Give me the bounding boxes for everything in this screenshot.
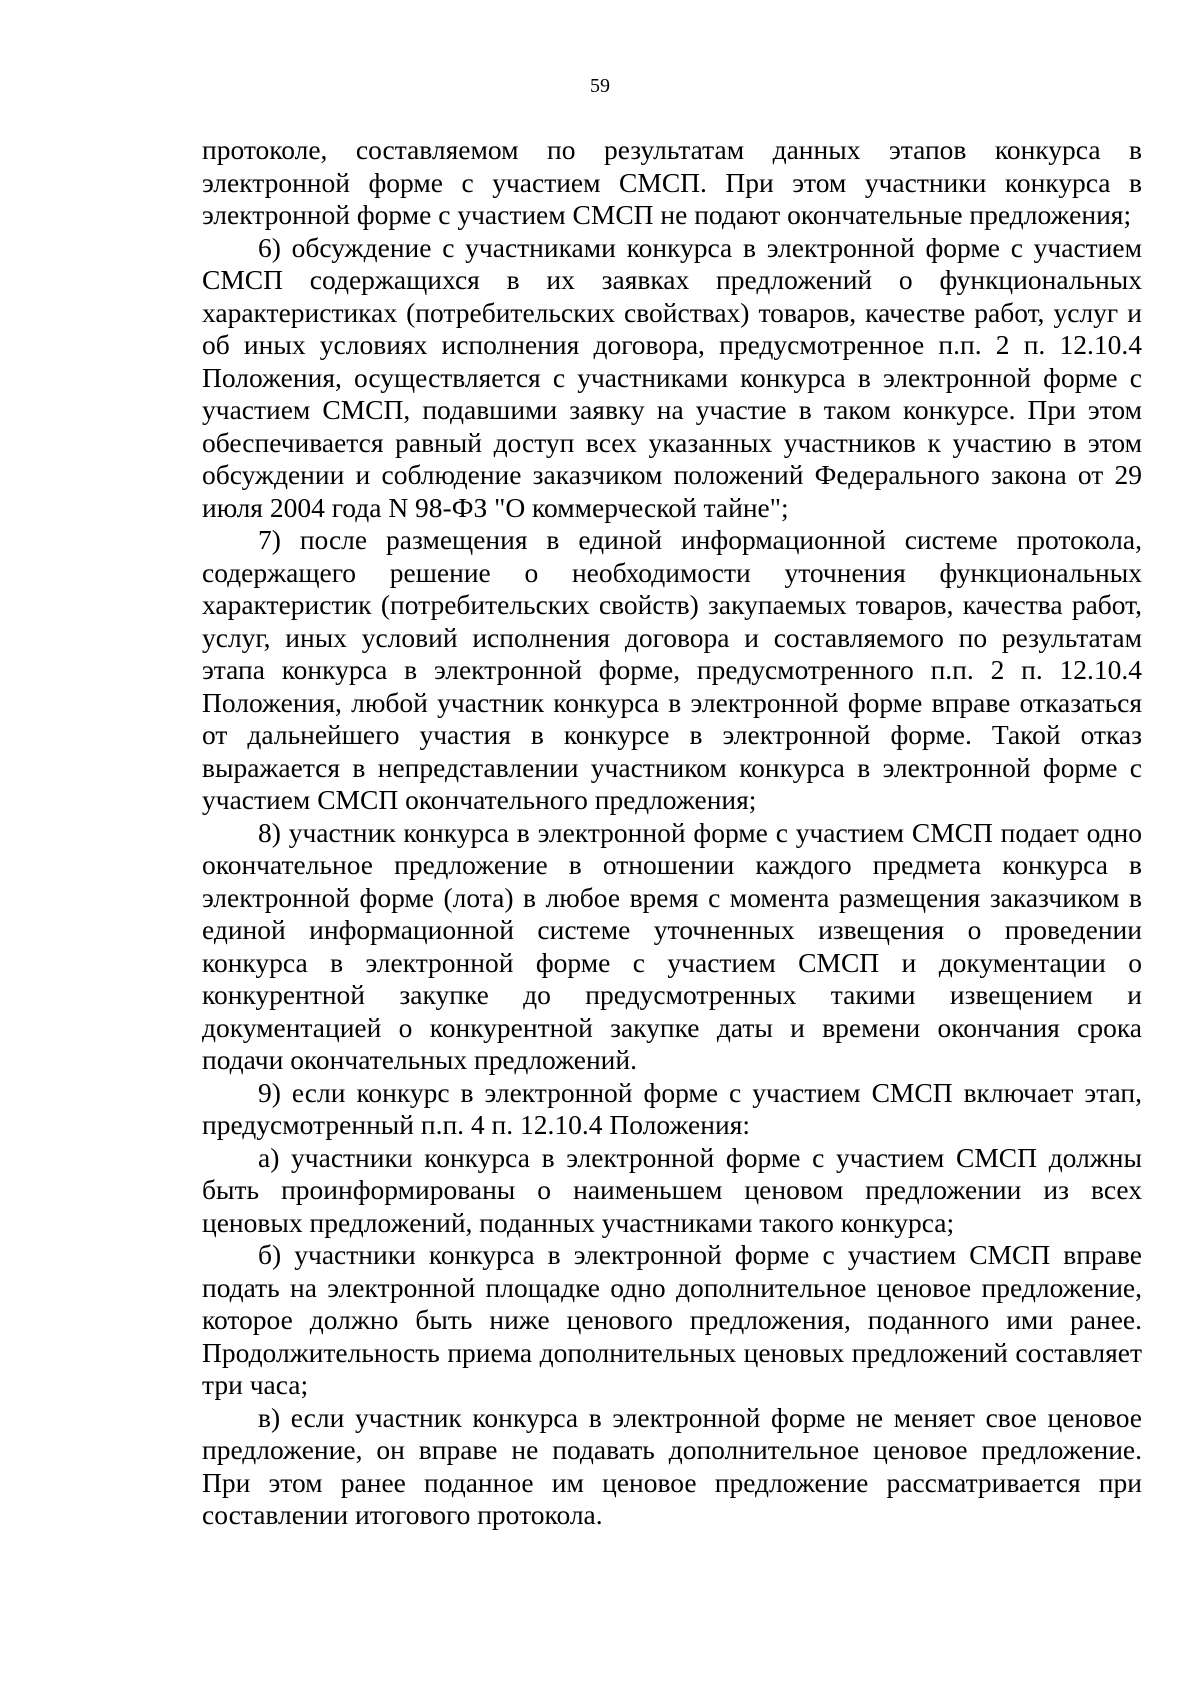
paragraph-item-8: 8) участник конкурса в электронной форме с участием СМСП подает одно окончательное предложение в отношении каждого предмета конкурса в электронной форме (лота) в любое время с момента размещения заказчиком в единой информационной системе уточненных извещения о проведении конкурса в электронной форме с участием СМСП и документации о конкурентной закупке до предусмотренных такими извещением и документацией о конкурентной закупке даты и времени окончания срока подачи окончательных предложений. — [202, 816, 1142, 1075]
paragraph-subitem-b: б) участники конкурса в электронной форме с участием СМСП вправе подать на электронной площадке одно дополнительное ценовое предложение, которое должно быть ниже ценового предложения, поданного ими ранее. Продолжительность приема дополнительных ценовых предложений составляет три часа; — [202, 1239, 1142, 1400]
page-number: 59 — [590, 75, 610, 97]
paragraph-item-7: 7) после размещения в единой информационной системе протокола, содержащего решение о необходимости уточнения функциональных характеристик (потребительских свойств) закупаемых товаров, качества работ, услуг, иных условий исполнения договора и составляемого по результатам этапа конкурса в электронной форме, предусмотренного п.п. 2 п. 12.10.4 Положения, любой участник конкурса в электронной форме вправе отказаться от дальнейшего участия в конкурсе в электронной форме. Такой отказ выражается в непредставлении участником конкурса в электронной форме с участием СМСП окончательного предложения; — [202, 524, 1142, 815]
paragraph-item-6: 6) обсуждение с участниками конкурса в электронной форме с участием СМСП содержащихся в их заявках предложений о функциональных характеристиках (потребительских свойствах) товаров, качестве работ, услуг и об иных условиях исполнения договора, предусмотренное п.п. 2 п. 12.10.4 Положения, осуществляется с участниками конкурса в электронной форме с участием СМСП, подавшими заявку на участие в таком конкурсе. При этом обеспечивается равный доступ всех указанных участников к участию в этом обсуждении и соблюдение заказчиком положений Федерального закона от 29 июля 2004 года N 98-ФЗ "О коммерческой тайне"; — [202, 231, 1142, 523]
paragraph-continuation: протоколе, составляемом по результатам данных этапов конкурса в электронной форме с участием СМСП. При этом участники конкурса в электронной форме с участием СМСП не подают окончательные предложения; — [202, 134, 1142, 230]
paragraph-item-9: 9) если конкурс в электронной форме с участием СМСП включает этап, предусмотренный п.п. 4 п. 12.10.4 Положения: — [202, 1076, 1142, 1140]
document-body — [202, 134, 1142, 1532]
paragraph-subitem-a: а) участники конкурса в электронной форме с участием СМСП должны быть проинформированы о наименьшем ценовом предложении из всех ценовых предложений, поданных участниками такого конкурса; — [202, 1141, 1142, 1238]
paragraph-subitem-v: в) если участник конкурса в электронной форме не меняет свое ценовое предложение, он вправе не подавать дополнительное ценовое предложение. При этом ранее поданное им ценовое предложение рассматривается при составлении итогового протокола. — [202, 1401, 1142, 1530]
